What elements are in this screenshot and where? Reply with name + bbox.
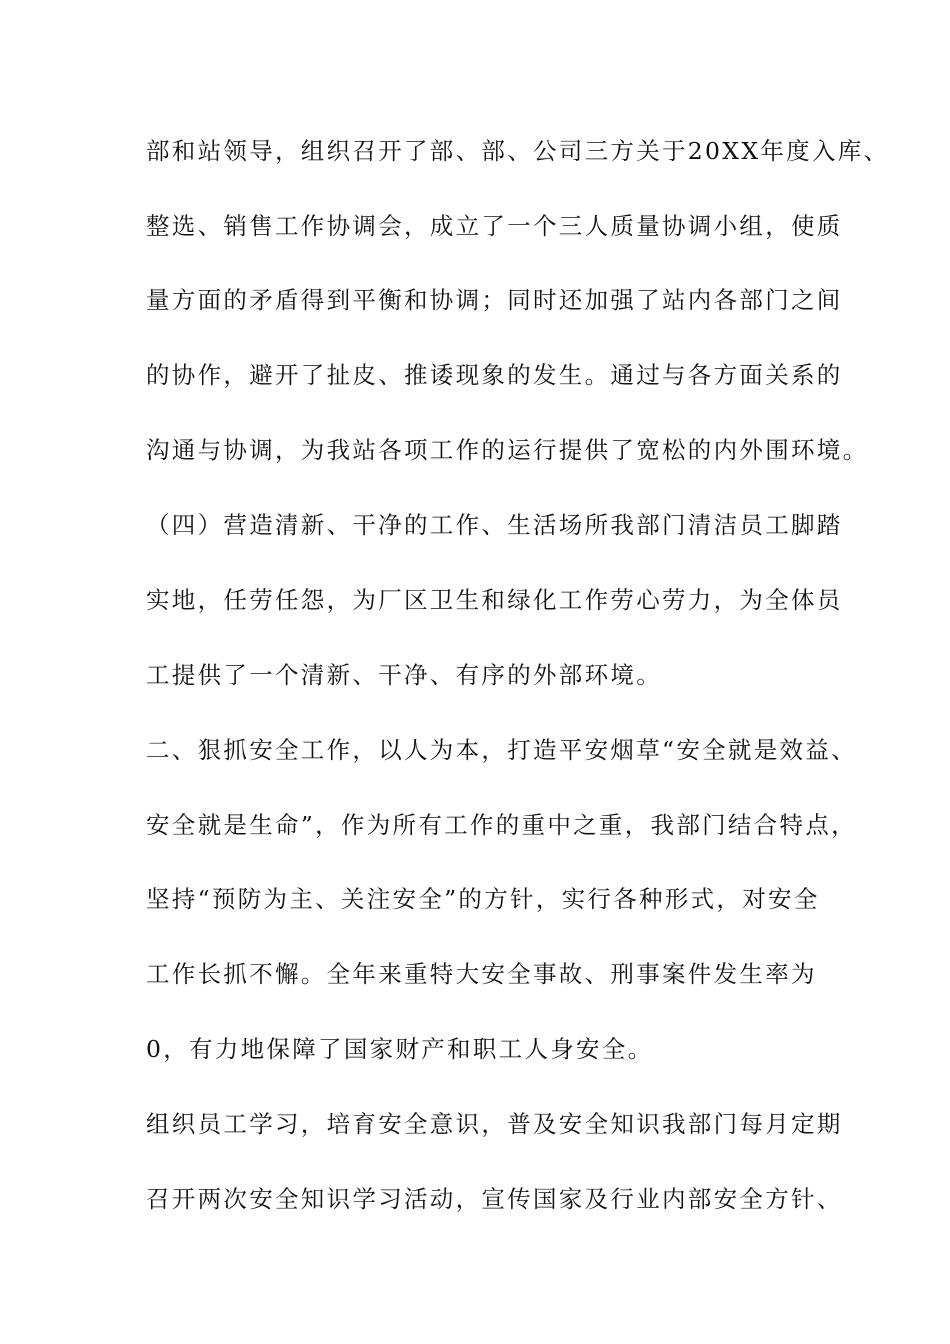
text-line: 工作长抓不懈。全年来重特大安全事故、刑事案件发生率为 <box>146 960 817 988</box>
text-line: （四）营造清新、干净的工作、生活场所我部门清洁员工脚踏 <box>146 511 843 539</box>
text-line: 安全就是生命”，作为所有工作的重中之重，我部门结合特点， <box>146 811 857 839</box>
text-line: 整选、销售工作协调会，成立了一个三人质量协调小组，使质 <box>146 212 843 240</box>
text-line: 工提供了一个清新、干净、有序的外部环境。 <box>146 661 662 689</box>
text-line: 召开两次安全知识学习活动，宣传国家及行业内部安全方针、 <box>146 1185 843 1213</box>
text-line: 量方面的矛盾得到平衡和协调；同时还加强了站内各部门之间 <box>146 286 843 314</box>
text-line: 组织员工学习，培育安全意识，普及安全知识我部门每月定期 <box>146 1110 843 1138</box>
text-line: 二、狠抓安全工作，以人为本，打造平安烟草“安全就是效益、 <box>146 736 857 764</box>
text-line: 坚持“预防为主、关注安全”的方针，实行各种形式，对安全 <box>146 885 820 913</box>
text-line: 部和站领导，组织召开了部、部、公司三方关于20XX年度入库、 <box>146 137 890 165</box>
text-line: 的协作，避开了扯皮、推诿现象的发生。通过与各方面关系的 <box>146 361 843 389</box>
text-line: 沟通与协调，为我站各项工作的运行提供了宽松的内外围环境。 <box>146 436 869 464</box>
text-line: 实地，任劳任怨，为厂区卫生和绿化工作劳心劳力，为全体员 <box>146 586 843 614</box>
text-line: 0，有力地保障了国家财产和职工人身安全。 <box>146 1035 654 1063</box>
